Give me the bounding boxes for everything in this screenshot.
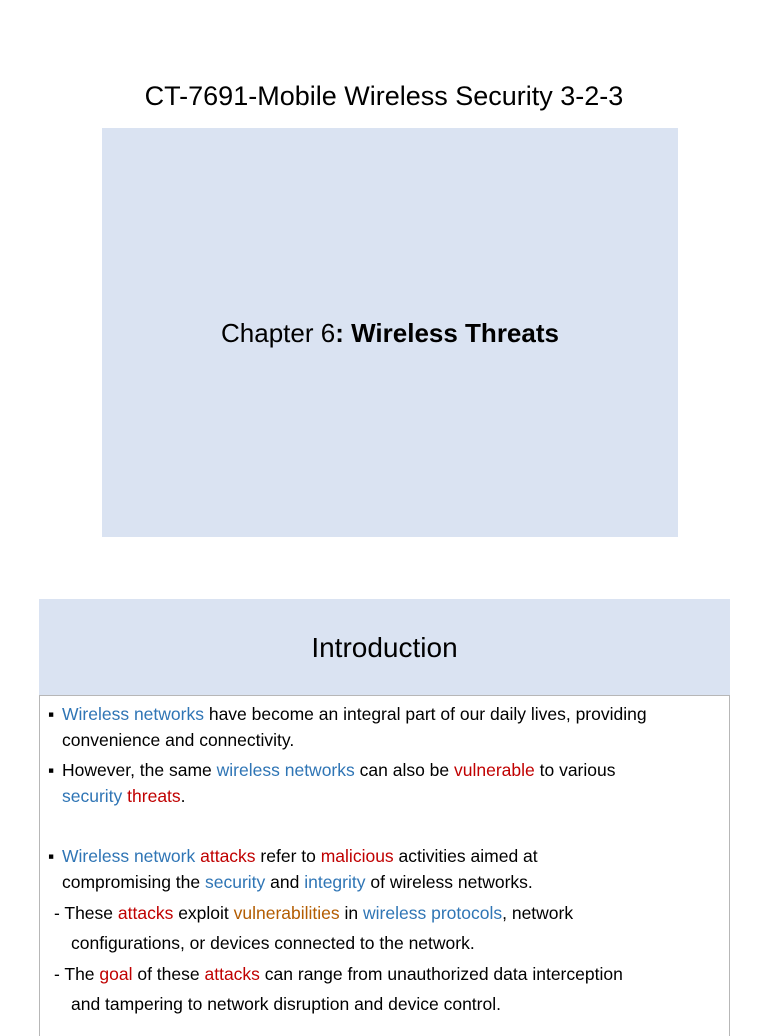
introduction-header (39, 599, 730, 695)
text: in (339, 903, 364, 923)
text: , network (502, 903, 574, 923)
keyword: attacks (200, 846, 256, 866)
text: and tampering to network disruption and device control. (71, 994, 501, 1014)
keyword: goal (99, 964, 133, 984)
chapter-number: Chapter 6 (221, 317, 336, 348)
text: and (265, 872, 305, 892)
text: can range from unauthorized data interception (259, 964, 623, 984)
keyword: threats (127, 786, 181, 806)
text: refer to (255, 846, 321, 866)
text: compromising the (62, 872, 205, 892)
keyword: security (62, 786, 123, 806)
subpoint-exploit (54, 898, 724, 958)
keyword: attacks (204, 964, 260, 984)
keyword: vulnerable (454, 760, 535, 780)
text: exploit (173, 903, 234, 923)
paragraph-wireless-networks (48, 701, 728, 753)
chapter-title-panel (102, 128, 678, 537)
paragraph-network-attacks (48, 843, 728, 895)
text: . (180, 786, 186, 806)
keyword: Wireless networks (62, 704, 204, 724)
bullet-icon: ▪ (48, 846, 55, 866)
text: However, the same (62, 760, 217, 780)
introduction-body (39, 695, 730, 1036)
text: of these (132, 964, 205, 984)
keyword: integrity (304, 872, 366, 892)
keyword: wireless protocols (363, 903, 503, 923)
keyword: malicious (320, 846, 394, 866)
paragraph-vulnerable (48, 757, 728, 809)
text: can also be (354, 760, 454, 780)
chapter-separator: : (335, 317, 344, 348)
text: to various (534, 760, 616, 780)
chapter-name: Wireless Threats (351, 317, 559, 348)
chapter-title (221, 316, 559, 350)
text: of wireless networks. (365, 872, 533, 892)
text: activities aimed at (393, 846, 538, 866)
bullet-icon: ▪ (48, 704, 55, 724)
keyword: Wireless network (62, 846, 196, 866)
text: - These (54, 903, 118, 923)
subpoint-goal (54, 959, 724, 1019)
bullet-icon: ▪ (48, 760, 55, 780)
text: configurations, or devices connected to the network. (71, 933, 475, 953)
introduction-title: Introduction (311, 632, 458, 663)
keyword: attacks (117, 903, 174, 923)
keyword: wireless networks (216, 760, 355, 780)
keyword: vulnerabilities (233, 903, 340, 923)
keyword: security (204, 872, 266, 892)
text: have become an integral part of our daily lives, providing (203, 704, 647, 724)
text: - The (54, 964, 100, 984)
text: convenience and connectivity. (62, 730, 295, 750)
document-title: CT-7691-Mobile Wireless Security 3-2-3 (144, 81, 624, 111)
